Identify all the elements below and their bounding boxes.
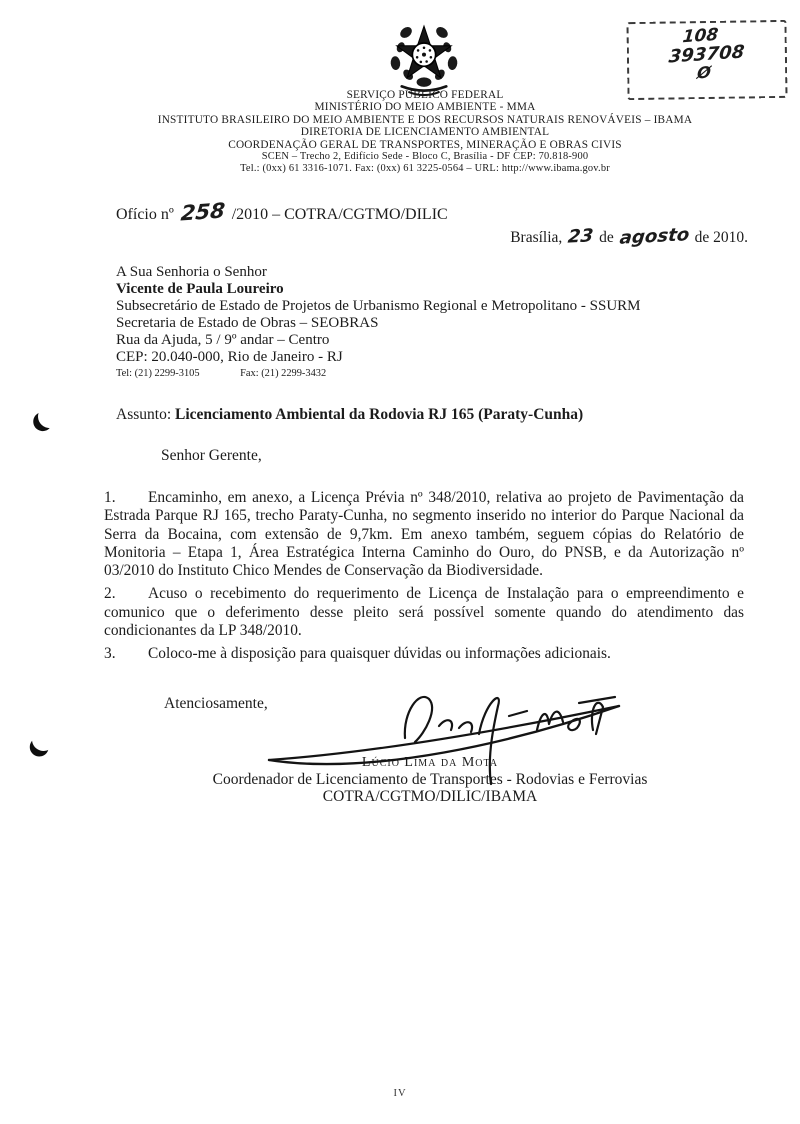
subject-label: Assunto: xyxy=(116,406,172,423)
paragraph-3 xyxy=(104,645,744,663)
paragraph-text: Encaminho, em anexo, a Licença Prévia nº 348/2010, relativa ao projeto de Pavimentação da Estrada Parque RJ 165, trecho Paraty-Cunha, no segmento inserido no interior do Parque Nacional da Serra da Bocaina, com extensão de 9,7km. Em anexo também, seguem cópias do Relatório de Monitoria – Etapa 1, Área Estratégica Interna Caminho do Ouro, do PNSB, e da Autorização nº 03/2010 do Instituto Chico Mendes de Conservação da Biodiversidade. xyxy=(104,489,744,580)
subject-line xyxy=(116,406,583,424)
signer-title: Coordenador de Licenciamento de Transportes - Rodovias e Ferrovias xyxy=(212,771,648,788)
paragraph-number: 2. xyxy=(104,585,116,603)
signer-unit: COTRA/CGTMO/DILIC/IBAMA xyxy=(322,788,538,805)
paragraph-number: 1. xyxy=(104,489,116,506)
date-end: de 2010. xyxy=(694,229,748,246)
letterhead xyxy=(50,89,800,175)
closing: Atenciosamente, xyxy=(164,695,268,712)
recipient-block xyxy=(116,264,641,381)
reference-suffix: /2010 – COTRA/CGTMO/DILIC xyxy=(231,206,448,223)
recipient-salutation: A Sua Senhoria o Senhor xyxy=(116,264,267,280)
reference-prefix: Ofício nº xyxy=(116,206,174,223)
reference-line xyxy=(116,200,448,224)
paragraph-text: Coloco-me à disposição para quaisquer dúvidas ou informações adicionais. xyxy=(148,645,611,663)
recipient-tel: Tel: (21) 2299-3105 xyxy=(116,368,200,379)
letterhead-line: INSTITUTO BRASILEIRO DO MEIO AMBIENTE E DOS RECURSOS NATURAIS RENOVÁVEIS – IBAMA xyxy=(157,113,693,126)
letter-body xyxy=(104,489,744,669)
stamp-number-2: 393708 xyxy=(667,41,746,68)
paragraph-number: 3. xyxy=(104,645,116,663)
recipient-cep: CEP: 20.040-000, Rio de Janeiro - RJ xyxy=(116,349,343,365)
ink-mark-crescent xyxy=(37,404,63,430)
letterhead-line: COORDENAÇÃO GERAL DE TRANSPORTES, MINERAÇÃO E OBRAS CIVIS xyxy=(228,138,622,151)
ink-mark-crescent xyxy=(31,727,56,752)
recipient-address: Rua da Ajuda, 5 / 9º andar – Centro xyxy=(116,332,330,348)
date-line xyxy=(400,226,748,247)
paragraph-2 xyxy=(104,585,744,640)
recipient-fax: Fax: (21) 2299-3432 xyxy=(240,368,327,379)
letterhead-address: SCEN – Trecho 2, Edifício Sede - Bloco C, Brasília - DF CEP: 70.818-900 xyxy=(261,151,589,163)
page-number: IV xyxy=(393,1088,407,1099)
signer-name: Lúcio Lima da Mota xyxy=(361,755,499,770)
date-day-handwritten: 23 xyxy=(566,225,595,248)
stamp-number-1: 108 xyxy=(681,24,720,48)
date-city: Brasília, xyxy=(510,229,563,246)
paragraph-1 xyxy=(104,489,744,580)
subject-text: Licenciamento Ambiental da Rodovia RJ 165 (Paraty-Cunha) xyxy=(175,406,584,423)
recipient-name: Vicente de Paula Loureiro xyxy=(116,281,284,297)
recipient-role: Subsecretário de Estado de Projetos de Urbanismo Regional e Metropolitano - SSURM xyxy=(116,298,641,314)
greeting: Senhor Gerente, xyxy=(161,447,262,464)
letterhead-line: MINISTÉRIO DO MEIO AMBIENTE - MMA xyxy=(314,101,536,114)
date-mid: de xyxy=(599,229,614,246)
stamp-initials: Ø xyxy=(696,62,712,83)
date-month-handwritten: agosto xyxy=(618,224,691,249)
recipient-phone-line xyxy=(116,366,641,381)
coat-of-arms-icon xyxy=(386,24,462,98)
signature-scrawl xyxy=(263,686,643,791)
letterhead-line: DIRETORIA DE LICENCIAMENTO AMBIENTAL xyxy=(300,126,550,139)
letterhead-line: SERVIÇO PÚBLICO FEDERAL xyxy=(346,89,504,101)
reference-number-handwritten: 258 xyxy=(179,198,226,226)
letterhead-contacts: Tel.: (0xx) 61 3316-1071. Fax: (0xx) 61 3225-0564 – URL: http://www.ibama.gov.br xyxy=(240,163,610,175)
paragraph-text: Acuso o recebimento do requerimento de Licença de Instalação para o empreendimento e comunico que o deferimento desse pleito será possível somente quando do atendimento das condicionantes da LP 348/2010. xyxy=(104,585,744,640)
recipient-org: Secretaria de Estado de Obras – SEOBRAS xyxy=(116,315,379,331)
